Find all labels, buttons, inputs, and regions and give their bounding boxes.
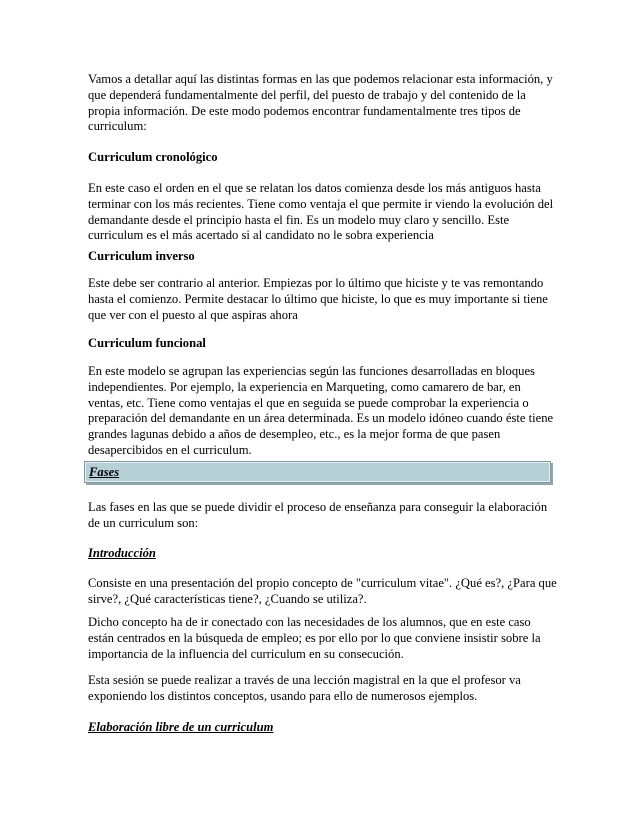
fases-section-bar (84, 461, 551, 483)
heading-curriculum-funcional: Curriculum funcional (88, 336, 206, 350)
fases-paragraph: Las fases en las que se puede dividir el proceso de enseñanza para conseguir la elaboración de un curriculum son: (88, 500, 548, 530)
funcional-paragraph: En este modelo se agrupan las experiencias según las funciones desarrolladas en bloques independientes. Por ejemplo, la experiencia en Marqueting, como camarero de bar, en ventas, etc. Tiene como ventajas el que en seguida se puede comprobar la experiencia o preparación del demandante en un área determinada. Es un modelo idóneo cuando éste tiene grandes lagunas debido a años de desempleo, etc., es la mejor forma de que pasen desapercibidos en el curriculum. (88, 364, 554, 457)
heading-introduccion: Introducción (88, 546, 156, 560)
introduccion-paragraph-1: Consiste en una presentación del propio concepto de "curriculum vitae". ¿Qué es?, ¿Para que sirve?, ¿Qué características tiene?, ¿Cuando se utiliza?. (88, 576, 557, 606)
heading-curriculum-inverso: Curriculum inverso (88, 249, 195, 263)
cronologico-paragraph: En este caso el orden en el que se relatan los datos comienza desde los más antiguos hasta terminar con los más recientes. Tiene como ventaja el que permite ir viendo la evolución del demandante desde el principio hasta el fin. Es un modelo muy claro y sencillo. Este curriculum es el más acertado si al candidato no le sobra experiencia (88, 181, 554, 243)
heading-elaboracion-libre: Elaboración libre de un curriculum (88, 720, 274, 734)
inverso-paragraph: Este debe ser contrario al anterior. Empiezas por lo último que hiciste y te vas remontando hasta el comienzo. Permite destacar lo último que hiciste, lo que es muy importante si tiene que ver con el puesto al que aspiras ahora (88, 276, 548, 322)
heading-fases: Fases (89, 465, 120, 479)
heading-curriculum-cronologico: Curriculum cronológico (88, 150, 218, 164)
introduccion-paragraph-3: Esta sesión se puede realizar a través de una lección magistral en la que el profesor va exponiendo los distintos conceptos, usando para ello de numerosos ejemplos. (88, 673, 521, 703)
introduccion-paragraph-2: Dicho concepto ha de ir conectado con las necesidades de los alumnos, que en este caso están centrados en la búsqueda de empleo; es por ello por lo que conviene insistir sobre la importancia de la influencia del curriculum en su consecución. (88, 615, 541, 661)
intro-paragraph: Vamos a detallar aquí las distintas formas en las que podemos relacionar esta información, y que dependerá fundamentalmente del perfil, del puesto de trabajo y del contenido de la propia información. De este modo podemos encontrar fundamentalmente tres tipos de curriculum: (88, 72, 553, 134)
